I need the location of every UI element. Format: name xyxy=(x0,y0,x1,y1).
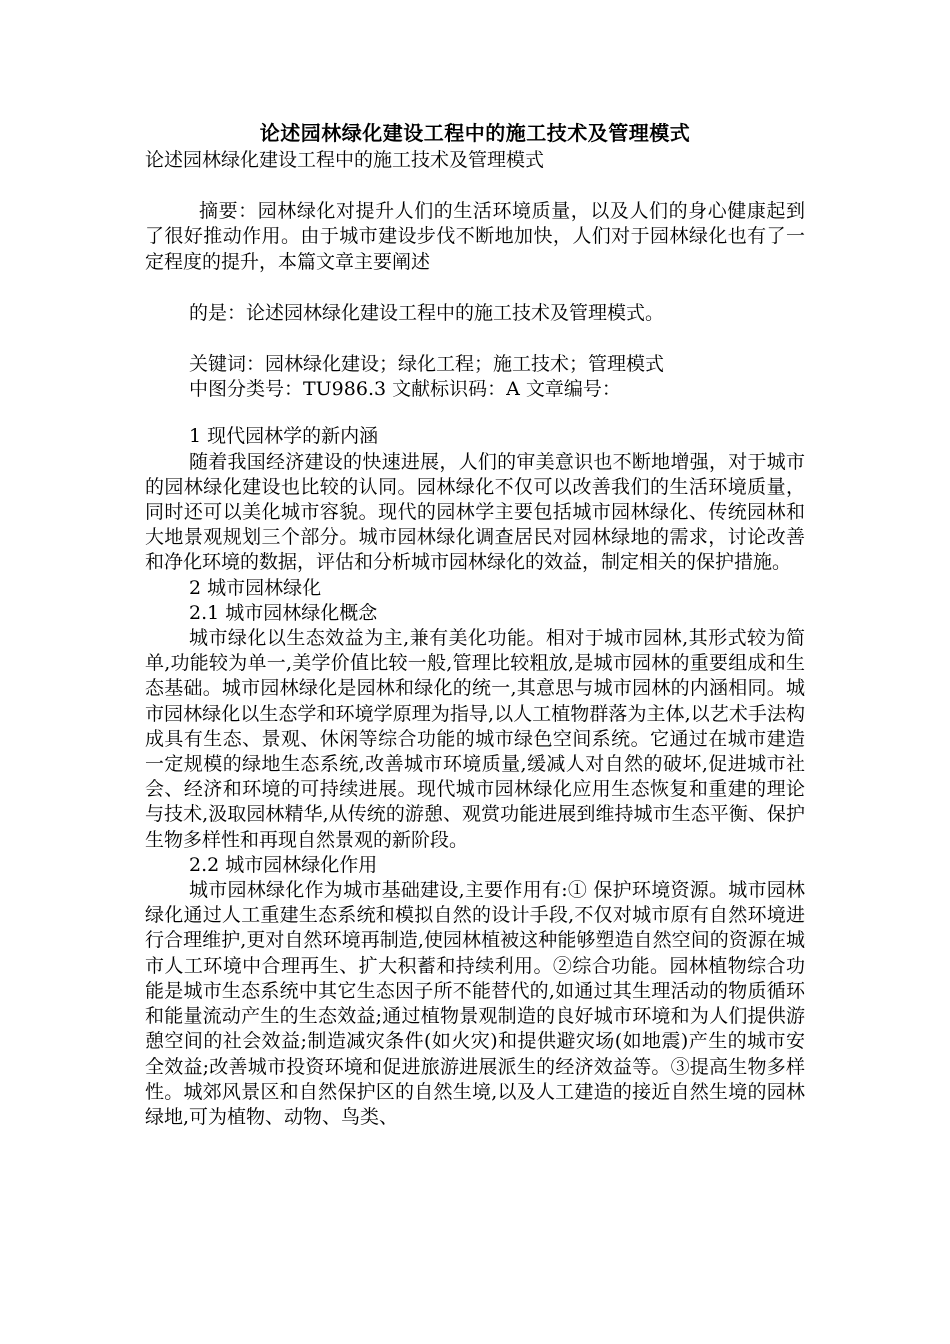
section-2-2-heading: 2.2 城市园林绿化作用 xyxy=(189,853,378,876)
section-1-heading: 1 现代园林学的新内涵 xyxy=(189,425,379,448)
keywords-line: 关键词：园林绿化建设；绿化工程；施工技术；管理模式 xyxy=(189,353,665,376)
section-1-paragraph: 随着我国经济建设的快速进展，人们的审美意识也不断地增强，对于城市的园林绿化建设也比较的认同。园林绿化不仅可以改善我们的生活环境质量，同时还可以美化城市容貌。现代的园林学主要包括城市园林绿化、传统园林和大地景观规划三个部分。城市园林绿化调查居民对园林绿地的需求，讨论改善和净化环境的数据，评估和分析城市园林绿化的效益，制定相关的保护措施。 xyxy=(145,450,805,574)
document-subtitle: 论述园林绿化建设工程中的施工技术及管理模式 xyxy=(145,149,545,171)
section-2-heading: 2 城市园林绿化 xyxy=(189,576,322,599)
document-body xyxy=(145,118,805,1130)
abstract-continuation: 的是：论述园林绿化建设工程中的施工技术及管理模式。 xyxy=(189,301,665,324)
section-2-2-paragraph: 城市园林绿化作为城市基础建设,主要作用有:① 保护环境资源。城市园林绿化通过人工重建生态系统和模拟自然的设计手段,不仅对城市原有自然环境进行合理维护,更对自然环境再制造,使园林植被这种能够塑造自然空间的资源在城市人工环境中合理再生、扩大积蓄和持续利用。②综合功能。园林植物综合功能是城市生态系统中其它生态因子所不能替代的,如通过其生理活动的物质循环和能量流动产生的生态效益;通过植物景观制造的良好城市环境和为人们提供游憩空间的社会效益;制造减灾条件(如火灾)和提供避灾场(如地震)产生的城市安全效益;改善城市投资环境和促进旅游进展派生的经济效益等。③提高生物多样性。城郊风景区和自然保护区的自然生境,以及人工建造的接近自然生境的园林绿地,可为植物、动物、鸟类、 xyxy=(145,879,805,1128)
classification-line: 中图分类号：TU986.3 文献标识码：A 文章编号： xyxy=(189,378,621,401)
section-2-1-heading: 2.1 城市园林绿化概念 xyxy=(189,601,378,624)
document-title: 论述园林绿化建设工程中的施工技术及管理模式 xyxy=(259,121,691,145)
section-2-1-paragraph: 城市绿化以生态效益为主,兼有美化功能。相对于城市园林,其形式较为简单,功能较为单一,美学价值比较一般,管理比较粗放,是城市园林的重要组成和生态基础。城市园林绿化是园林和绿化的统一,其意思与城市园林的内涵相同。城市园林绿化以生态学和环境学原理为指导,以人工植物群落为主体,以艺术手法构成具有生态、景观、休闲等综合功能的城市绿色空间系统。它通过在城市建造一定规模的绿地生态系统,改善城市环境质量,缓减人对自然的破坏,促进城市社会、经济和环境的可持续进展。现代城市园林绿化应用生态恢复和重建的理论与技术,汲取园林精华,从传统的游憩、观赏功能进展到维持城市生态平衡、保护生物多样性和再现自然景观的新阶段。 xyxy=(145,627,805,851)
abstract-paragraph: 摘要：园林绿化对提升人们的生活环境质量，以及人们的身心健康起到了很好推动作用。由于城市建设步伐不断地加快，人们对于园林绿化也有了一定程度的提升，本篇文章主要阐述 xyxy=(145,200,805,273)
